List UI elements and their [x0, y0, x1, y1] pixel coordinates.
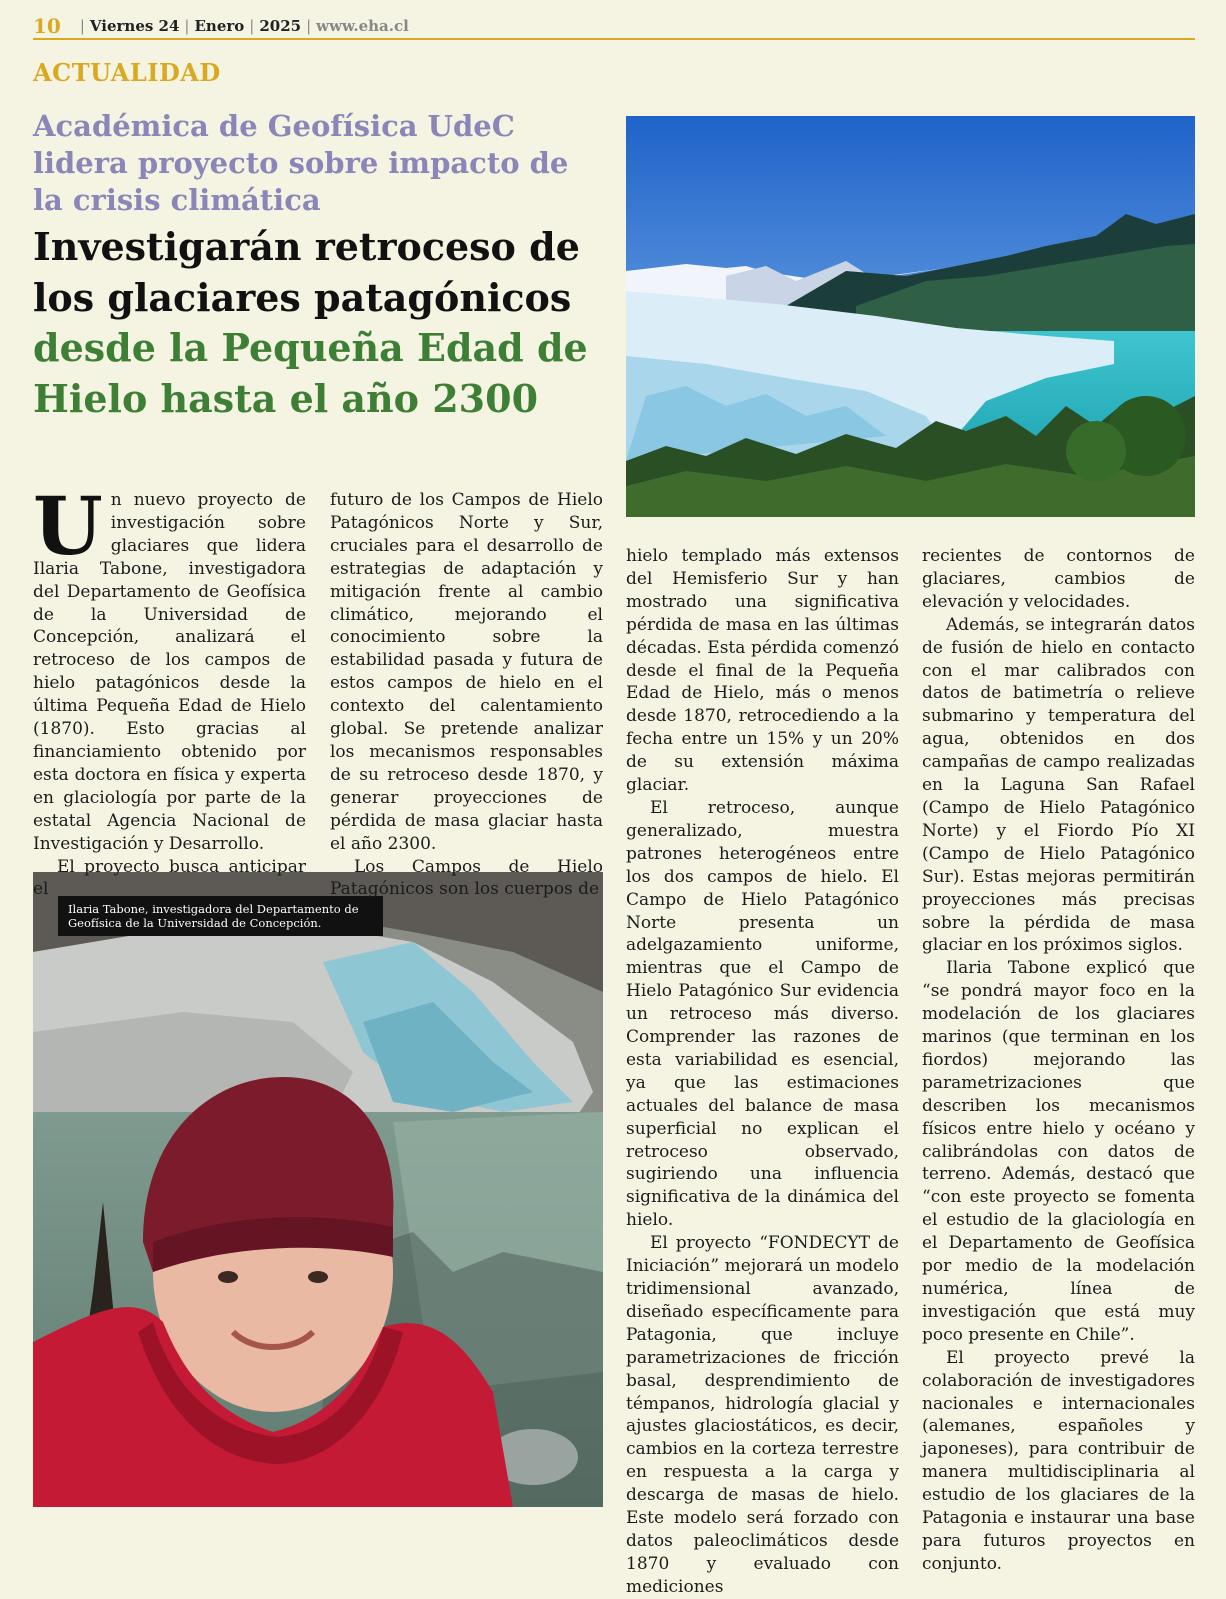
col2-paragraph-2: Los Campos de Hielo Patagónicos son los cuerpos de	[330, 856, 603, 900]
article-column-2	[330, 489, 603, 901]
header-year: 2025	[259, 17, 302, 35]
photo-caption: Ilaria Tabone, investigadora del Departamento de Geofísica de la Universidad de Concepción.	[58, 896, 383, 936]
headline-green: desde la Pequeña Edad de Hielo hasta el año 2300	[33, 325, 588, 421]
col1-paragraph-2: El proyecto busca anticipar el	[33, 856, 306, 900]
glacier-photo	[626, 116, 1195, 517]
article-column-3	[626, 545, 899, 1599]
col3-paragraph-3: El proyecto “FONDECYT de Iniciación” mejorará un modelo tridimensional avanzado, diseñado específicamente para Patagonia, que incluye parametrizaciones de fricción basal, desprendimiento de témpanos, hidrología glacial y ajustes glaciostáticos, es decir, cambios en la corteza terrestre en respuesta a la carga y descarga de masas de hielo. Este modelo será forzado con datos paleoclimáticos desde 1870 y evaluado con mediciones	[626, 1233, 899, 1597]
col4-paragraph-4: El proyecto prevé la colaboración de investigadores nacionales e internacionales (alemanes, españoles y japoneses), para contribuir de manera multidisciplinaria al estudio de los glaciares de la Patagonia e instaurar una base para futuros proyectos en conjunto.	[922, 1347, 1195, 1574]
col3-paragraph-2: El retroceso, aunque generalizado, muestra patrones heterogéneos entre los dos campos de hielo. El Campo de Hielo Patagónico Norte presenta un adelgazamiento uniforme, mientras que el Campo de Hielo Patagónico Sur evidencia un retroceso más diverso. Comprender las razones de esta variabilidad es esencial, ya que las estimaciones actuales del balance de masa superficial no explican el retroceso observado, sugiriendo una influencia significativa de la dinámica del hielo.	[626, 797, 899, 1231]
article-column-4	[922, 545, 1195, 1576]
article-kicker: Académica de Geofísica UdeC lidera proyecto sobre impacto de la crisis climática	[33, 109, 569, 217]
col4-paragraph-2: Además, se integrarán datos de fusión de hielo en contacto con el mar calibrados con datos de batimetría o relieve submarino y temperatura del agua, obtenidos en dos campañas de campo realizadas en la Laguna San Rafael (Campo de Hielo Patagónico Norte) y el Fiordo Pío XI (Campo de Hielo Patagónico Sur). Estas mejoras permitirán proyecciones más precisas sobre la pérdida de masa glaciar en los próximos siglos.	[922, 614, 1195, 956]
researcher-photo	[33, 872, 603, 1507]
glacier-illustration	[626, 116, 1195, 517]
page-number: 10	[33, 14, 61, 38]
article-headline	[33, 222, 603, 424]
col4-paragraph-3: Ilaria Tabone explicó que “se pondrá mayor foco en la modelación de los glaciares marinos (que terminan en los fiordos) mejorando las parametrizaciones que describen los mecanismos físicos entre hielo y océano y calibrándolas con datos de terreno. Además, destacó que “con este proyecto se fomenta el estudio de la glaciología en el Departamento de Geofísica por medio de la modelación numérica, línea de investigación que está muy poco presente en Chile”.	[922, 958, 1195, 1345]
col4-paragraph-1: recientes de contornos de glaciares, cambios de elevación y velocidades.	[922, 546, 1195, 612]
page-header: 10 | Viernes 24 | Enero | 2025 | www.eha.cl	[33, 14, 1195, 40]
col1-paragraph-1: n nuevo proyecto de investigación sobre glaciares que lidera Ilaria Tabone, investigadora del Departamento de Geofísica de la Universidad de Concepción, analizará el retroceso de los campos de hielo patagónicos desde la última Pequeña Edad de Hielo (1870). Esto gracias al financiamiento obtenido por esta doctora en física y experta en glaciología por parte de la estatal Agencia Nacional de Investigación y Desarrollo.	[33, 490, 306, 854]
header-site[interactable]: www.eha.cl	[316, 17, 409, 35]
section-label: ACTUALIDAD	[33, 58, 221, 87]
headline-black: Investigarán retroceso de los glaciares patagónicos	[33, 224, 580, 320]
col3-paragraph-1: hielo templado más extensos del Hemisferio Sur y han mostrado una significativa pérdida de masa en las últimas décadas. Esta pérdida comenzó desde el final de la Pequeña Edad de Hielo, más o menos desde 1870, retrocediendo a la fecha entre un 15% y un 20% de su extensión máxima glaciar.	[626, 546, 899, 796]
col2-paragraph-1: futuro de los Campos de Hielo Patagónicos Norte y Sur, cruciales para el desarrollo de estrategias de adaptación y mitigación frente al cambio climático, mejorando el conocimiento sobre la estabilidad pasada y futura de estos campos de hielo en el contexto del calentamiento global. Se pretende analizar los mecanismos responsables de su retroceso desde 1870, y generar proyecciones de pérdida de masa glaciar hasta el año 2300.	[330, 490, 603, 854]
drop-cap: U	[33, 479, 103, 573]
header-day: Viernes 24	[89, 17, 180, 35]
article-column-1	[33, 479, 306, 901]
header-month: Enero	[194, 17, 245, 35]
researcher-illustration	[33, 872, 603, 1507]
